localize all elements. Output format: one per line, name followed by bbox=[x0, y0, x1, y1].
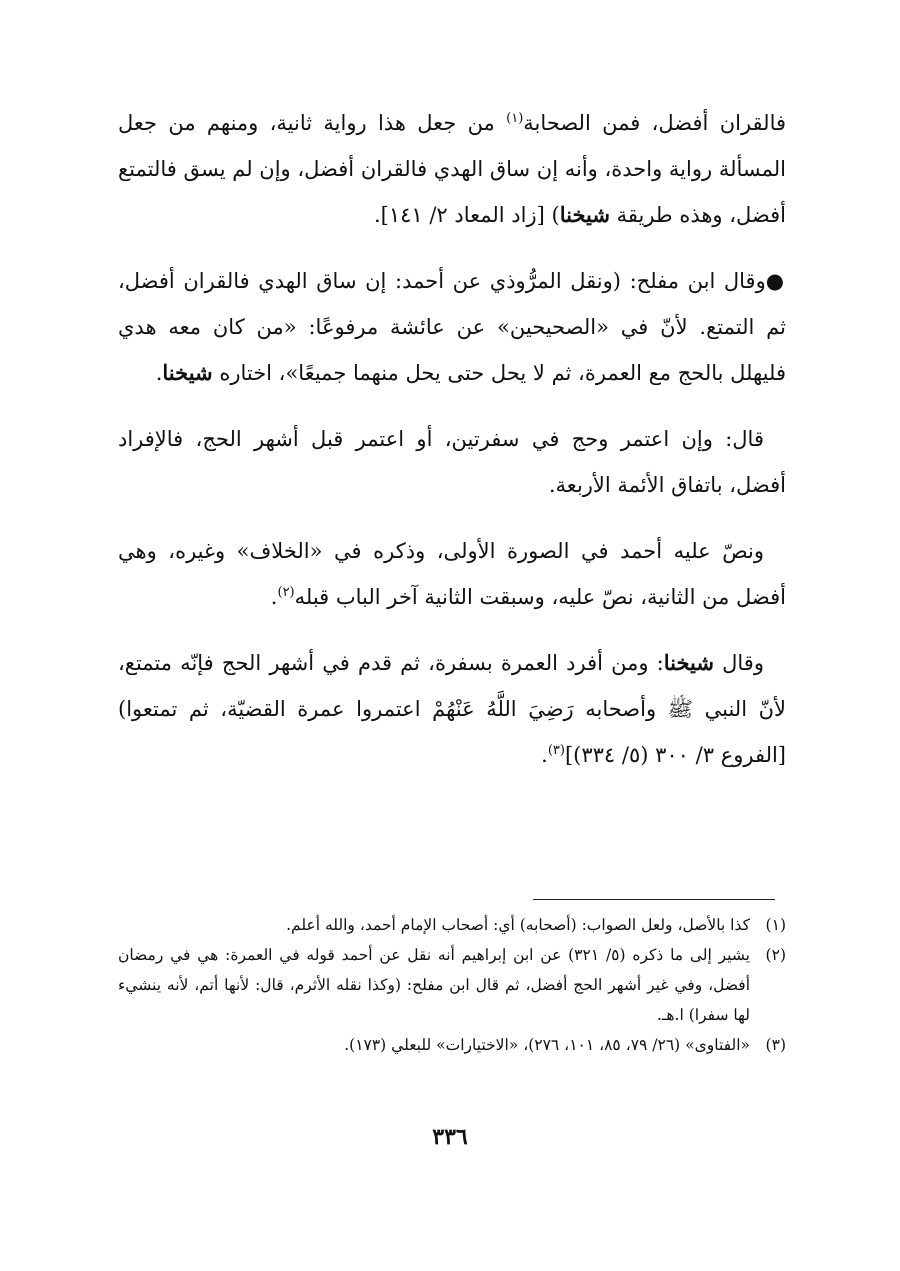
paragraph-text: وقال bbox=[713, 651, 764, 675]
footnote-ref: (١) bbox=[506, 111, 524, 126]
footnote-separator bbox=[533, 899, 775, 900]
footnote-3 bbox=[118, 1030, 786, 1060]
footnote-number: (٣) bbox=[765, 1036, 786, 1054]
footnotes bbox=[118, 910, 786, 1060]
footnote-ref: (٣) bbox=[547, 743, 565, 758]
paragraph-1 bbox=[118, 100, 786, 238]
bold-term: شيخنا bbox=[559, 202, 610, 227]
paragraph-text: . bbox=[541, 743, 548, 767]
paragraph-text: من جعل هذا رواية ثانية، ومنهم من جعل المسألة رواية واحدة، وأنه إن ساق الهدي فالقران أفضل، وإن لم يسق فالتمتع أفضل، وهذه طريقة bbox=[117, 111, 786, 227]
paragraph-text: ) [زاد المعاد ٢/ ١٤١]. bbox=[373, 203, 560, 227]
paragraph-text: فالقران أفضل، فمن الصحابة bbox=[523, 111, 787, 135]
footnote-text: «الفتاوى» (٢٦/ ٧٩، ٨٥، ١٠١، ٢٧٦)، «الاختيارات» للبعلي (١٧٣). bbox=[344, 1036, 750, 1054]
footnote-1 bbox=[118, 910, 786, 940]
paragraph-text: : ومن أفرد العمرة بسفرة، ثم قدم في أشهر الحج فإنّه متمتع، لأنّ النبي ﷺ وأصحابه رَضِيَ اللَّهُ عَنْهُمْ اعتمروا عمرة القضيّة، ثم تمتعوا) [الفروع ٣/ ٣٠٠ (٥/ ٣٣٤)] bbox=[118, 651, 786, 767]
paragraph-text: وقال ابن مفلح: (ونقل المرُّوذي عن أحمد: إن ساق الهدي فالقران أفضل، ثم التمتع. لأنّ في «الصحيحين» عن عائشة مرفوعًا: «من كان معه هدي فليهلل بالحج مع العمرة، ثم لا يحل حتى يحل منهما جميعًا»، اختاره bbox=[118, 269, 786, 385]
bullet-icon: ● bbox=[765, 269, 786, 293]
page-number: ٣٣٦ bbox=[432, 1124, 468, 1150]
paragraph-text: . bbox=[270, 585, 278, 609]
footnote-text: كذا بالأصل، ولعل الصواب: (أصحابه) أي: أصحاب الإمام أحمد، والله أعلم. bbox=[286, 916, 750, 934]
footnote-2 bbox=[118, 940, 786, 1030]
footnote-number: (٢) bbox=[765, 946, 786, 964]
main-text bbox=[118, 100, 786, 798]
paragraph-2 bbox=[118, 258, 786, 396]
footnote-ref: (٢) bbox=[277, 585, 295, 600]
bold-term: شيخنا bbox=[663, 650, 714, 675]
footnote-number: (١) bbox=[765, 916, 786, 934]
paragraph-text: ونصّ عليه أحمد في الصورة الأولى، وذكره في «الخلاف» وغيره، وهي أفضل من الثانية، نصّ عليه، وسبقت الثانية آخر الباب قبله bbox=[118, 539, 786, 609]
paragraph-5 bbox=[118, 640, 786, 778]
paragraph-3: قال: وإن اعتمر وحج في سفرتين، أو اعتمر قبل أشهر الحج، فالإفراد أفضل، باتفاق الأئمة الأربعة. bbox=[118, 427, 786, 497]
bold-term: شيخنا bbox=[162, 360, 213, 385]
footnote-text: يشير إلى ما ذكره (٥/ ٣٢١) عن ابن إبراهيم أنه نقل عن أحمد قوله في العمرة: هي في رمضان أفضل، وفي غير أشهر الحج أفضل، ثم قال ابن مفلح: (وكذا نقله الأثرم، قال: لأنها أتم، لأنه ينشيء لها سفرا) ا.هـ. bbox=[118, 946, 750, 1024]
paragraph-text: . bbox=[155, 361, 163, 385]
paragraph-4 bbox=[118, 528, 786, 620]
